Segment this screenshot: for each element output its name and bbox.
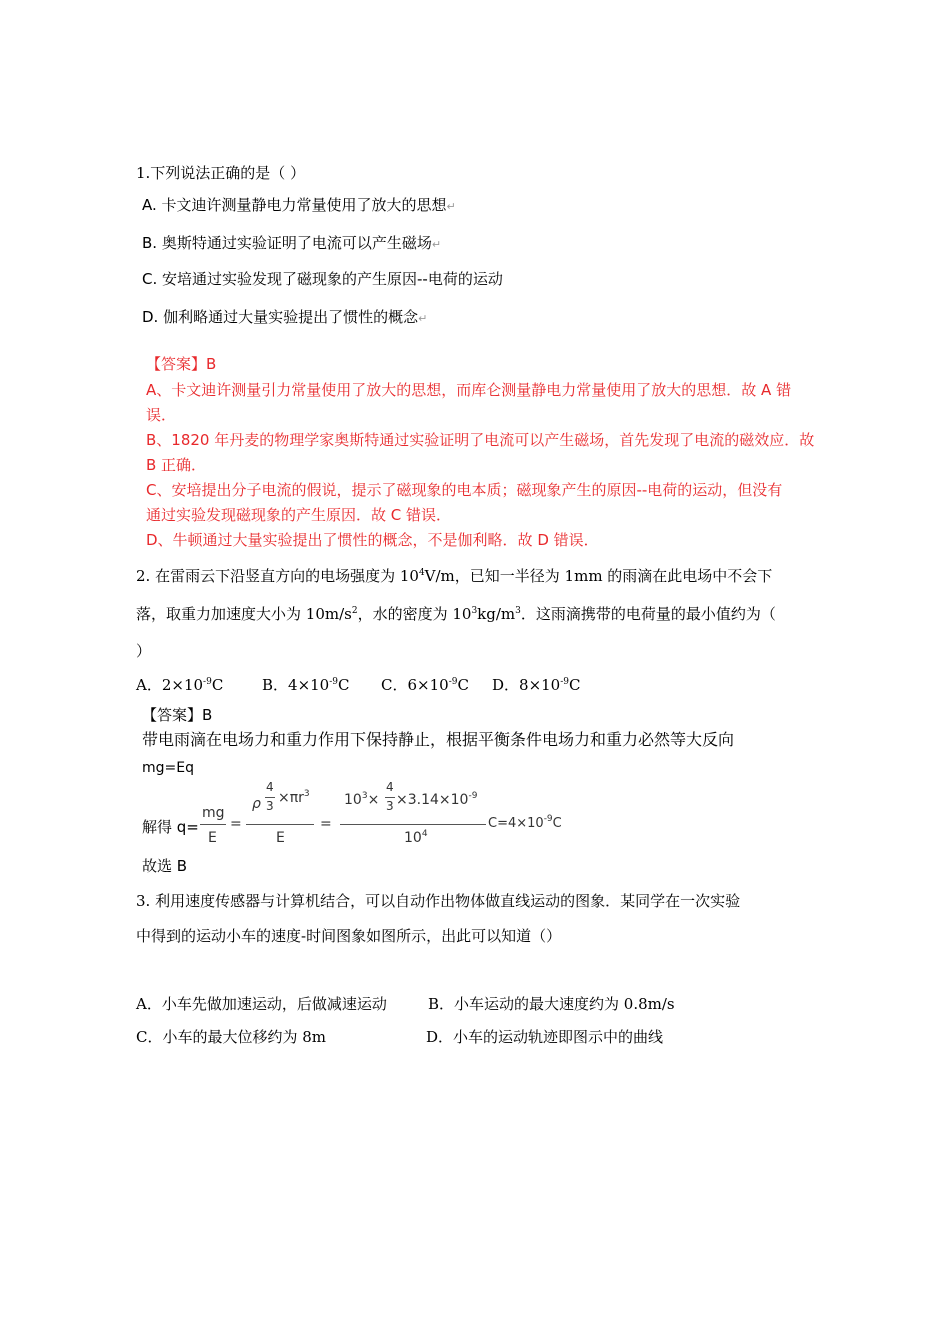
q3-stem-line1: 3. 利用速度传感器与计算机结合，可以自动作出物体做直线运动的图象．某同学在一次实验 <box>136 892 741 910</box>
solve-label: 解得 q= <box>142 818 199 836</box>
equals-sign: = <box>230 816 242 832</box>
q1-explanation-line: 通过实验发现磁现象的产生原因．故 C 错误． <box>146 506 452 524</box>
q1-option-c: C. 安培通过实验发现了磁现象的产生原因--电荷的运动 <box>142 270 503 288</box>
q1-explanation-line: B、1820 年丹麦的物理学家奥斯特通过实验证明了电流可以产生磁场，首先发现了电流的磁效应．故 <box>146 431 815 449</box>
q2-stem-line2: 落，取重力加速度大小为 $10m/s^2$，水的密度为 $10^3kg/m^3$．这雨滴携带的电荷量的最小值约为（ <box>136 605 776 623</box>
q1-explanation-line: C、安培提出分子电流的假说，提示了磁现象的电本质；磁现象产生的原因--电荷的运动，但没有 <box>146 481 783 499</box>
q2-option-d: D．$8\times 10^{-9}C$ <box>492 676 581 694</box>
q1-stem: 1.下列说法正确的是（ ） <box>136 164 306 182</box>
q2-option-a: A．$2\times 10^{-9}C$ <box>136 676 224 694</box>
rest: $\times\pi r^3$ <box>278 789 310 806</box>
three: 3 <box>266 799 274 813</box>
result: $C=4\times 10^{-9}C$ <box>488 814 562 831</box>
fraction3-denominator: $10^4$ <box>404 829 428 846</box>
fraction1-numerator: mg <box>202 805 225 821</box>
three: 3 <box>386 799 394 813</box>
q3-option-b: B．小车运动的最大速度约为 0.8m/s <box>428 995 675 1013</box>
fraction3-rest: $\times 3.14\times 10^{-9}$ <box>396 791 478 808</box>
q2-choose: 故选 B <box>142 857 188 875</box>
fraction1-denominator: E <box>208 830 217 846</box>
fraction2-denominator: E <box>276 830 285 846</box>
q2-option-c: C．$6\times 10^{-9}C$ <box>381 676 469 694</box>
return-mark-icon: ↵ <box>431 238 442 251</box>
q1-explanation-line: 误． <box>146 406 177 424</box>
q1-explanation-line: A、卡文迪许测量引力常量使用了放大的思想，而库仑测量静电力常量使用了放大的思想．故 A 错 <box>146 381 792 399</box>
q2-answer-tag: 【答案】B <box>142 706 213 724</box>
q1-answer-tag: 【答案】B <box>146 355 217 373</box>
q2-option-b: B．$4\times 10^{-9}C$ <box>262 676 350 694</box>
equals-sign: = <box>320 816 332 832</box>
q3-stem-line2: 中得到的运动小车的速度-时间图象如图所示，出此可以知道（） <box>136 927 562 945</box>
fraction1-bar <box>200 824 226 825</box>
q3-option-d: D．小车的运动轨迹即图示中的曲线 <box>426 1028 664 1046</box>
return-mark-icon: ↵ <box>418 312 428 325</box>
q2-stem-line1: 2. 在雷雨云下沿竖直方向的电场强度为 $10^4V/m$，已知一半径为 1mm 的雨滴在此电场中不会下 <box>136 567 773 585</box>
q1-option-b: B. 奥斯特通过实验证明了电流可以产生磁场↵ <box>142 234 442 252</box>
q2-explanation: 带电雨滴在电场力和重力作用下保持静止，根据平衡条件电场力和重力必然等大反向 <box>142 730 735 749</box>
fraction3-bar <box>340 824 486 825</box>
q1-option-d: D. 伽利略通过大量实验提出了惯性的概念↵ <box>142 308 428 326</box>
q1-explanation-line: B 正确． <box>146 456 207 474</box>
fraction3-term: $10^3\times$ <box>344 791 380 808</box>
q2-stem-line3: ） <box>136 642 152 660</box>
four: 4 <box>386 780 394 794</box>
rho-symbol: ρ <box>252 796 261 812</box>
q1-explanation-line: D、牛顿通过大量实验提出了惯性的概念，不是伽利略．故 D 错误． <box>146 531 599 549</box>
q3-option-a: A．小车先做加速运动，后做减速运动 <box>136 995 387 1013</box>
small-bar <box>385 797 395 798</box>
small-bar <box>265 797 275 798</box>
q2-equation: mg=Eq <box>142 760 194 776</box>
return-mark-icon: ↵ <box>446 200 456 213</box>
q1-option-a: A. 卡文迪许测量静电力常量使用了放大的思想↵ <box>142 196 456 214</box>
four: 4 <box>266 780 274 794</box>
q3-option-c: C．小车的最大位移约为 8m <box>136 1028 327 1046</box>
fraction2-bar <box>246 824 314 825</box>
